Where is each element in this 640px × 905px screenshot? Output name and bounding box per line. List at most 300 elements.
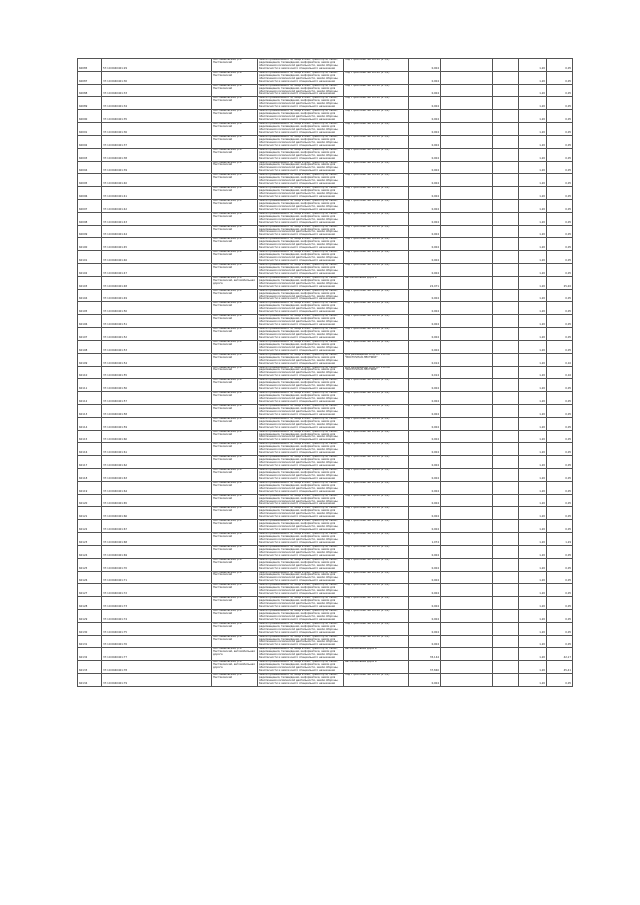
table-row [78,507,573,520]
amount-cell: 1,29 [547,533,573,546]
rate-cell [441,379,493,392]
rate-cell [441,635,493,648]
coefficient-cell: 1,20 [519,545,547,558]
area-cell: 0,004 [409,507,441,520]
coefficient-cell: 1,20 [519,212,547,225]
cadastral-number-cell: 37:10:0040401:65 [102,494,212,507]
row-number-cell: 60126 [78,571,102,584]
rate-cell [441,97,493,110]
table-row [78,302,573,315]
rate-cell [441,84,493,97]
rate-cell [441,238,493,251]
date-cell [493,340,519,353]
table-row [78,123,573,136]
amount-cell: 0,05 [547,469,573,482]
address-cell: обл. Ивановская, р-н Пестяковский [212,110,258,123]
date-cell [493,571,519,584]
amount-cell: 45,41 [547,661,573,674]
cadastral-number-cell: 37:10:0040401:57 [102,392,212,405]
amount-cell: 0,05 [547,161,573,174]
area-cell: 0,004 [409,174,441,187]
cadastral-number-cell: 37:10:0040401:66 [102,507,212,520]
row-number-cell: 60095 [78,174,102,187]
table-row [78,469,573,482]
land-category-cell: Земли промышленности, энергетики, транспорта, связи, радиовещания, телевидения, информатики, земли для обеспечения космической деятельности, земли обороны, безопасности и земли иного специального назначения [258,238,344,251]
land-category-cell: Земли промышленности, энергетики, транспорта, связи, радиовещания, телевидения, информатики, земли для обеспечения космической деятельности, земли обороны, безопасности и земли иного специального назначения [258,289,344,302]
address-cell: обл. Ивановская, р-н Пестяковский [212,558,258,571]
cadastral-number-cell: 37:10:0040401:72 [102,584,212,597]
amount-cell: 0,05 [547,456,573,469]
date-cell [493,174,519,187]
address-cell: обл. Ивановская, р-н Пестяковский, автомобильная дорога [212,276,258,289]
cadastral-number-cell: 37:10:0040401:44 [102,225,212,238]
rate-cell [441,328,493,341]
land-category-cell: Земли промышленности, энергетики, транспорта, связи, радиовещания, телевидения, информатики, земли для обеспечения космической деятельности, земли обороны, безопасности и земли иного специального назначения [258,212,344,225]
address-cell: обл. Ивановская, р-н Пестяковский [212,289,258,302]
rate-cell [441,289,493,302]
land-category-cell: Земли промышленности, энергетики, транспорта, связи, радиовещания, телевидения, информатики, земли для обеспечения космической деятельности, земли обороны, безопасности и земли иного специального назначения [258,494,344,507]
area-cell: 0,004 [409,392,441,405]
row-number-cell: 60125 [78,558,102,571]
coefficient-cell: 1,20 [519,238,547,251]
permitted-use-cell: под строительство ВЛ-10 (4 1/2) [344,545,409,558]
amount-cell: 0,05 [547,609,573,622]
cadastral-number-cell: 37:10:0040401:61 [102,443,212,456]
date-cell [493,392,519,405]
address-cell: обл. Ивановская, р-н Пестяковский [212,123,258,136]
area-cell: 0,004 [409,212,441,225]
rate-cell [441,469,493,482]
coefficient-cell: 1,20 [519,135,547,148]
cadastral-number-cell: 37:10:0040401:43 [102,212,212,225]
cadastral-number-cell: 37:10:0040401:50 [102,302,212,315]
area-cell: 0,004 [409,404,441,417]
coefficient-cell: 1,20 [519,187,547,200]
row-number-cell: 60090 [78,110,102,123]
date-cell [493,276,519,289]
coefficient-cell: 1,20 [519,199,547,212]
cadastral-number-cell: 37:10:0040401:68 [102,533,212,546]
row-number-cell: 60118 [78,469,102,482]
area-cell: 0,004 [409,251,441,264]
date-cell [493,59,519,72]
land-category-cell: Земли промышленности, энергетики, транспорта, связи, радиовещания, телевидения, информатики, земли для обеспечения космической деятельности, земли обороны, безопасности и земли иного специального назначения [258,71,344,84]
register-sheet [77,58,572,687]
permitted-use-cell: под строительство ВЛ-10 (4 1/2) [344,494,409,507]
address-cell: обл. Ивановская, р-н Пестяковский, автомобильная дорога [212,661,258,674]
area-cell: 0,004 [409,584,441,597]
row-number-cell: 60092 [78,135,102,148]
coefficient-cell: 1,20 [519,225,547,238]
date-cell [493,622,519,635]
cadastral-number-cell: 37:10:0040401:53 [102,340,212,353]
rate-cell [441,443,493,456]
address-cell: обл. Ивановская, р-н Пестяковский [212,443,258,456]
address-cell: обл. Ивановская, р-н Пестяковский [212,238,258,251]
coefficient-cell: 1,20 [519,302,547,315]
cadastral-number-cell: 37:10:0040401:74 [102,609,212,622]
permitted-use-cell: под строительство ВЛ-10 (4 1/2) [344,84,409,97]
amount-cell: 0,05 [547,264,573,277]
amount-cell: 0,05 [547,199,573,212]
amount-cell: 0,05 [547,558,573,571]
permitted-use-cell: для размещения опор ВЛ 110 кВ "ВОСТОЧНАЯ-ПЕСТЯКИ" [344,353,409,366]
rate-cell [441,340,493,353]
coefficient-cell: 1,20 [519,404,547,417]
area-cell: 35,144 [409,648,441,661]
amount-cell: 0,05 [547,430,573,443]
permitted-use-cell: для размещения опор ВЛ 110 кВ "ВОСТОЧНАЯ-ПЕСТЯКИ" [344,366,409,379]
coefficient-cell: 1,20 [519,520,547,533]
rate-cell [441,622,493,635]
rate-cell [441,392,493,405]
land-category-cell: Земли промышленности, энергетики, транспорта, связи, радиовещания, телевидения, информатики, земли для обеспечения космической деятельности, земли обороны, безопасности и земли иного специального назначения [258,161,344,174]
permitted-use-cell: под строительство ВЛ-10 (4 1/2) [344,71,409,84]
row-number-cell: 60115 [78,430,102,443]
cadastral-number-cell: 37:10:0040401:47 [102,264,212,277]
permitted-use-cell: под строительство ВЛ-10 (4 1/2) [344,404,409,417]
land-category-cell: Земли промышленности, энергетики, транспорта, связи, радиовещания, телевидения, информатики, земли для обеспечения космической деятельности, земли обороны, безопасности и земли иного специального назначения [258,520,344,533]
date-cell [493,135,519,148]
address-cell: обл. Ивановская, р-н Пестяковский [212,97,258,110]
land-category-cell: Земли промышленности, энергетики, транспорта, связи, радиовещания, телевидения, информатики, земли для обеспечения космической деятельности, земли обороны, безопасности и земли иного специального назначения [258,430,344,443]
row-number-cell: 60109 [78,353,102,366]
date-cell [493,661,519,674]
land-category-cell: Земли промышленности, энергетики, транспорта, связи, радиовещания, телевидения, информатики, земли для обеспечения космической деятельности, земли обороны, безопасности и земли иного специального назначения [258,328,344,341]
rate-cell [441,597,493,610]
date-cell [493,366,519,379]
table-row [78,648,573,661]
land-category-cell: Земли промышленности, энергетики, транспорта, связи, радиовещания, телевидения, информатики, земли для обеспечения космической деятельности, земли обороны, безопасности и земли иного специального назначения [258,635,344,648]
date-cell [493,597,519,610]
date-cell [493,123,519,136]
permitted-use-cell: под строительство ВЛ-10 (4 1/2) [344,187,409,200]
cadastral-number-cell: 37:10:0040401:35 [102,110,212,123]
cadastral-number-cell: 37:10:0040401:52 [102,328,212,341]
coefficient-cell: 1,20 [519,494,547,507]
row-number-cell: 60101 [78,251,102,264]
permitted-use-cell: под строительство ВЛ-10 (4 1/2) [344,59,409,72]
table-row [78,366,573,379]
land-category-cell: Земли промышленности, энергетики, транспорта, связи, радиовещания, телевидения, информатики, земли для обеспечения космической деятельности, земли обороны, безопасности и земли иного специального назначения [258,417,344,430]
rate-cell [441,520,493,533]
coefficient-cell: 1,20 [519,417,547,430]
row-number-cell: 60123 [78,533,102,546]
area-cell: 0,004 [409,59,441,72]
cadastral-number-cell: 37:10:0040401:34 [102,97,212,110]
address-cell: обл. Ивановская, р-н Пестяковский [212,533,258,546]
cadastral-number-cell: 37:10:0040401:42 [102,199,212,212]
area-cell: 0,014 [409,366,441,379]
area-cell: 0,004 [409,481,441,494]
rate-cell [441,71,493,84]
row-number-cell: 60088 [78,84,102,97]
address-cell: обл. Ивановская, р-н Пестяковский [212,469,258,482]
address-cell: обл. Ивановская, р-н Пестяковский [212,199,258,212]
table-row [78,443,573,456]
cadastral-number-cell: 37:10:0040401:59 [102,417,212,430]
coefficient-cell: 1,20 [519,289,547,302]
date-cell [493,481,519,494]
date-cell [493,456,519,469]
row-number-cell: 60108 [78,340,102,353]
table-row [78,353,573,366]
address-cell: обл. Ивановская, р-н Пестяковский [212,392,258,405]
address-cell: обл. Ивановская, р-н Пестяковский [212,135,258,148]
rate-cell [441,545,493,558]
area-cell: 0,004 [409,161,441,174]
cadastral-number-cell: 37:10:0040401:56 [102,379,212,392]
permitted-use-cell: под строительство ВЛ-10 (4 1/2) [344,520,409,533]
permitted-use-cell: под строительство ВЛ-10 (4 1/2) [344,558,409,571]
coefficient-cell: 1,20 [519,392,547,405]
area-cell: 0,004 [409,123,441,136]
address-cell: обл. Ивановская, р-н Пестяковский [212,353,258,366]
rate-cell [441,199,493,212]
area-cell: 0,004 [409,520,441,533]
row-number-cell: 60119 [78,481,102,494]
cadastral-number-cell: 37:10:0040401:46 [102,251,212,264]
area-cell: 0,004 [409,571,441,584]
area-cell: 0,004 [409,328,441,341]
table-row [78,571,573,584]
coefficient-cell: 1,20 [519,174,547,187]
address-cell: обл. Ивановская, р-н Пестяковский [212,584,258,597]
permitted-use-cell: под строительство ВЛ-10 (4 1/2) [344,135,409,148]
date-cell [493,609,519,622]
row-number-cell: 60098 [78,212,102,225]
permitted-use-cell: под строительство ВЛ-10 (4 1/2) [344,264,409,277]
amount-cell: 0,05 [547,597,573,610]
land-category-cell: Земли промышленности, энергетики, транспорта, связи, радиовещания, телевидения, информатики, земли для обеспечения космической деятельности, земли обороны, безопасности и земли иного специального назначения [258,661,344,674]
rate-cell [441,494,493,507]
land-category-cell: Земли промышленности, энергетики, транспорта, связи, радиовещания, телевидения, информатики, земли для обеспечения космической деятельности, земли обороны, безопасности и земли иного специального назначения [258,264,344,277]
area-cell: 22,971 [409,276,441,289]
row-number-cell: 60132 [78,648,102,661]
area-cell: 0,004 [409,97,441,110]
address-cell: обл. Ивановская, р-н Пестяковский [212,520,258,533]
address-cell: обл. Ивановская, р-н Пестяковский [212,59,258,72]
date-cell [493,84,519,97]
table-row [78,225,573,238]
address-cell: обл. Ивановская, р-н Пестяковский [212,507,258,520]
amount-cell: 25,26 [547,276,573,289]
area-cell: 0,004 [409,494,441,507]
rate-cell [441,161,493,174]
coefficient-cell: 1,20 [519,507,547,520]
row-number-cell: 60113 [78,404,102,417]
row-number-cell: 60134 [78,674,102,687]
coefficient-cell: 1,20 [519,315,547,328]
cadastral-number-cell: 37:10:0040401:63 [102,469,212,482]
area-cell: 0,004 [409,289,441,302]
address-cell: обл. Ивановская, р-н Пестяковский [212,481,258,494]
land-category-cell: Земли промышленности, энергетики, транспорта, связи, радиовещания, телевидения, информатики, земли для обеспечения космической деятельности, земли обороны, безопасности и земли иного специального назначения [258,533,344,546]
amount-cell: 0,05 [547,84,573,97]
area-cell: 0,004 [409,545,441,558]
cadastral-number-cell: 37:10:0040401:38 [102,148,212,161]
date-cell [493,199,519,212]
permitted-use-cell: под строительство ВЛ-10 (4 1/2) [344,289,409,302]
amount-cell: 0,05 [547,520,573,533]
permitted-use-cell: под строительство ВЛ-10 (4 1/2) [344,379,409,392]
land-category-cell: Земли промышленности, энергетики, транспорта, связи, радиовещания, телевидения, информатики, земли для обеспечения космической деятельности, земли обороны, безопасности и земли иного специального назначения [258,199,344,212]
land-category-cell: Земли промышленности, энергетики, транспорта, связи, радиовещания, телевидения, информатики, земли для обеспечения космической деятельности, земли обороны, безопасности и земли иного специального назначения [258,481,344,494]
address-cell: обл. Ивановская, р-н Пестяковский [212,302,258,315]
land-category-cell: Земли промышленности, энергетики, транспорта, связи, радиовещания, телевидения, информатики, земли для обеспечения космической деятельности, земли обороны, безопасности и земли иного специального назначения [258,84,344,97]
row-number-cell: 60116 [78,443,102,456]
permitted-use-cell: под строительство ВЛ-10 (4 1/2) [344,161,409,174]
rate-cell [441,674,493,687]
address-cell: обл. Ивановская, р-н Пестяковский [212,571,258,584]
area-cell: 0,004 [409,430,441,443]
cadastral-number-cell: 37:10:0040401:71 [102,571,212,584]
area-cell: 0,004 [409,238,441,251]
rate-cell [441,148,493,161]
row-number-cell: 60114 [78,417,102,430]
date-cell [493,328,519,341]
row-number-cell: 60106 [78,315,102,328]
date-cell [493,558,519,571]
permitted-use-cell: под строительство ВЛ-10 (4 1/2) [344,609,409,622]
cadastral-number-cell: 37:10:0040401:64 [102,481,212,494]
table-row [78,161,573,174]
table-row [78,315,573,328]
table-row [78,97,573,110]
cadastral-number-cell: 37:10:0040401:60 [102,430,212,443]
rate-cell [441,276,493,289]
permitted-use-cell: под строительство ВЛ-10 (4 1/2) [344,302,409,315]
address-cell: обл. Ивановская, р-н Пестяковский, автомобильная дорога [212,648,258,661]
date-cell [493,97,519,110]
coefficient-cell: 1,20 [519,148,547,161]
land-category-cell: Земли промышленности, энергетики, транспорта, связи, радиовещания, телевидения, информатики, земли для обеспечения космической деятельности, земли обороны, безопасности и земли иного специального назначения [258,135,344,148]
address-cell: обл. Ивановская, р-н Пестяковский [212,84,258,97]
date-cell [493,507,519,520]
row-number-cell: 60085 [78,59,102,72]
amount-cell: 0,05 [547,340,573,353]
amount-cell: 0,05 [547,212,573,225]
table-row [78,135,573,148]
rate-cell [441,558,493,571]
amount-cell: 0,05 [547,225,573,238]
rate-cell [441,135,493,148]
area-cell: 0,004 [409,379,441,392]
land-category-cell: Земли промышленности, энергетики, транспорта, связи, радиовещания, телевидения, информатики, земли для обеспечения космической деятельности, земли обороны, безопасности и земли иного специального назначения [258,609,344,622]
cadastral-number-cell: 37:10:0040401:58 [102,404,212,417]
rate-cell [441,110,493,123]
coefficient-cell: 1,20 [519,648,547,661]
rate-cell [441,225,493,238]
permitted-use-cell: автомобильная дорога [344,276,409,289]
address-cell: обл. Ивановская, р-н Пестяковский [212,315,258,328]
address-cell: обл. Ивановская, р-н Пестяковский [212,430,258,443]
row-number-cell: 60107 [78,328,102,341]
table-row [78,533,573,546]
rate-cell [441,353,493,366]
coefficient-cell: 1,20 [519,59,547,72]
land-category-cell: Земли промышленности, энергетики, транспорта, связи, радиовещания, телевидения, информатики, земли для обеспечения космической деятельности, земли обороны, безопасности и земли иного специального назначения [258,302,344,315]
land-category-cell: Земли промышленности, энергетики, транспорта, связи, радиовещания, телевидения, информатики, земли для обеспечения космической деятельности, земли обороны, безопасности и земли иного специального назначения [258,469,344,482]
coefficient-cell: 1,20 [519,84,547,97]
cadastral-number-cell: 37:10:0040401:48 [102,276,212,289]
permitted-use-cell: под строительство ВЛ-10 (4 1/2) [344,123,409,136]
permitted-use-cell: под строительство ВЛ-10 (4 1/2) [344,110,409,123]
amount-cell: 0,05 [547,251,573,264]
cadastral-number-cell: 37:10:0040401:73 [102,597,212,610]
cadastral-number-cell: 37:10:0040401:40 [102,174,212,187]
amount-cell: 0,05 [547,443,573,456]
area-cell: 0,004 [409,622,441,635]
table-row [78,59,573,72]
area-cell: 0,004 [409,443,441,456]
row-number-cell: 60121 [78,507,102,520]
row-number-cell: 60105 [78,302,102,315]
permitted-use-cell: автомобильная дорога [344,661,409,674]
address-cell: обл. Ивановская, р-н Пестяковский [212,674,258,687]
land-category-cell: Земли промышленности, энергетики, транспорта, связи, радиовещания, телевидения, информатики, земли для обеспечения космической деятельности, земли обороны, безопасности и земли иного специального назначения [258,545,344,558]
table-row [78,661,573,674]
address-cell: обл. Ивановская, р-н Пестяковский [212,366,258,379]
land-category-cell: Земли промышленности, энергетики, транспорта, связи, радиовещания, телевидения, информатики, земли для обеспечения космической деятельности, земли обороны, безопасности и земли иного специального назначения [258,404,344,417]
date-cell [493,264,519,277]
rate-cell [441,187,493,200]
row-number-cell: 60096 [78,187,102,200]
row-number-cell: 60111 [78,379,102,392]
table-row [78,276,573,289]
area-cell: 0,004 [409,225,441,238]
permitted-use-cell: под строительство ВЛ-10 (4 1/2) [344,584,409,597]
date-cell [493,212,519,225]
row-number-cell: 60120 [78,494,102,507]
area-cell: 0,004 [409,417,441,430]
land-category-cell: Земли промышленности, энергетики, транспорта, связи, радиовещания, телевидения, информатики, земли для обеспечения космической деятельности, земли обороны, безопасности и земли иного специального назначения [258,558,344,571]
coefficient-cell: 1,20 [519,661,547,674]
table-row [78,545,573,558]
table-row [78,84,573,97]
address-cell: обл. Ивановская, р-н Пестяковский [212,264,258,277]
address-cell: обл. Ивановская, р-н Пестяковский [212,494,258,507]
coefficient-cell: 1,20 [519,340,547,353]
amount-cell: 0,05 [547,302,573,315]
land-category-cell: Земли промышленности, энергетики, транспорта, связи, радиовещания, телевидения, информатики, земли для обеспечения космической деятельности, земли обороны, безопасности и земли иного специального назначения [258,315,344,328]
land-category-cell: Земли промышленности, энергетики, транспорта, связи, радиовещания, телевидения, информатики, земли для обеспечения космической деятельности, земли обороны, безопасности и земли иного специального назначения [258,187,344,200]
cadastral-number-cell: 37:10:0040401:49 [102,289,212,302]
table-row [78,110,573,123]
address-cell: обл. Ивановская, р-н Пестяковский [212,456,258,469]
coefficient-cell: 1,20 [519,251,547,264]
land-category-cell: Земли промышленности, энергетики, транспорта, связи, радиовещания, телевидения, информатики, земли для обеспечения космической деятельности, земли обороны, безопасности и земли иного специального назначения [258,97,344,110]
table-row [78,584,573,597]
cadastral-number-cell: 37:10:0040401:37 [102,135,212,148]
land-category-cell: Земли промышленности, энергетики, транспорта, связи, радиовещания, телевидения, информатики, земли для обеспечения космической деятельности, земли обороны, безопасности и земли иного специального назначения [258,392,344,405]
area-cell: 0,004 [409,609,441,622]
rate-cell [441,507,493,520]
date-cell [493,225,519,238]
table-row [78,404,573,417]
address-cell: обл. Ивановская, р-н Пестяковский [212,404,258,417]
permitted-use-cell: под строительство ВЛ-10 (4 1/2) [344,328,409,341]
coefficient-cell: 1,20 [519,366,547,379]
date-cell [493,430,519,443]
amount-cell: 0,05 [547,635,573,648]
row-number-cell: 60103 [78,276,102,289]
amount-cell: 0,05 [547,135,573,148]
rate-cell [441,456,493,469]
amount-cell: 0,05 [547,238,573,251]
coefficient-cell: 1,20 [519,584,547,597]
coefficient-cell: 1,20 [519,264,547,277]
